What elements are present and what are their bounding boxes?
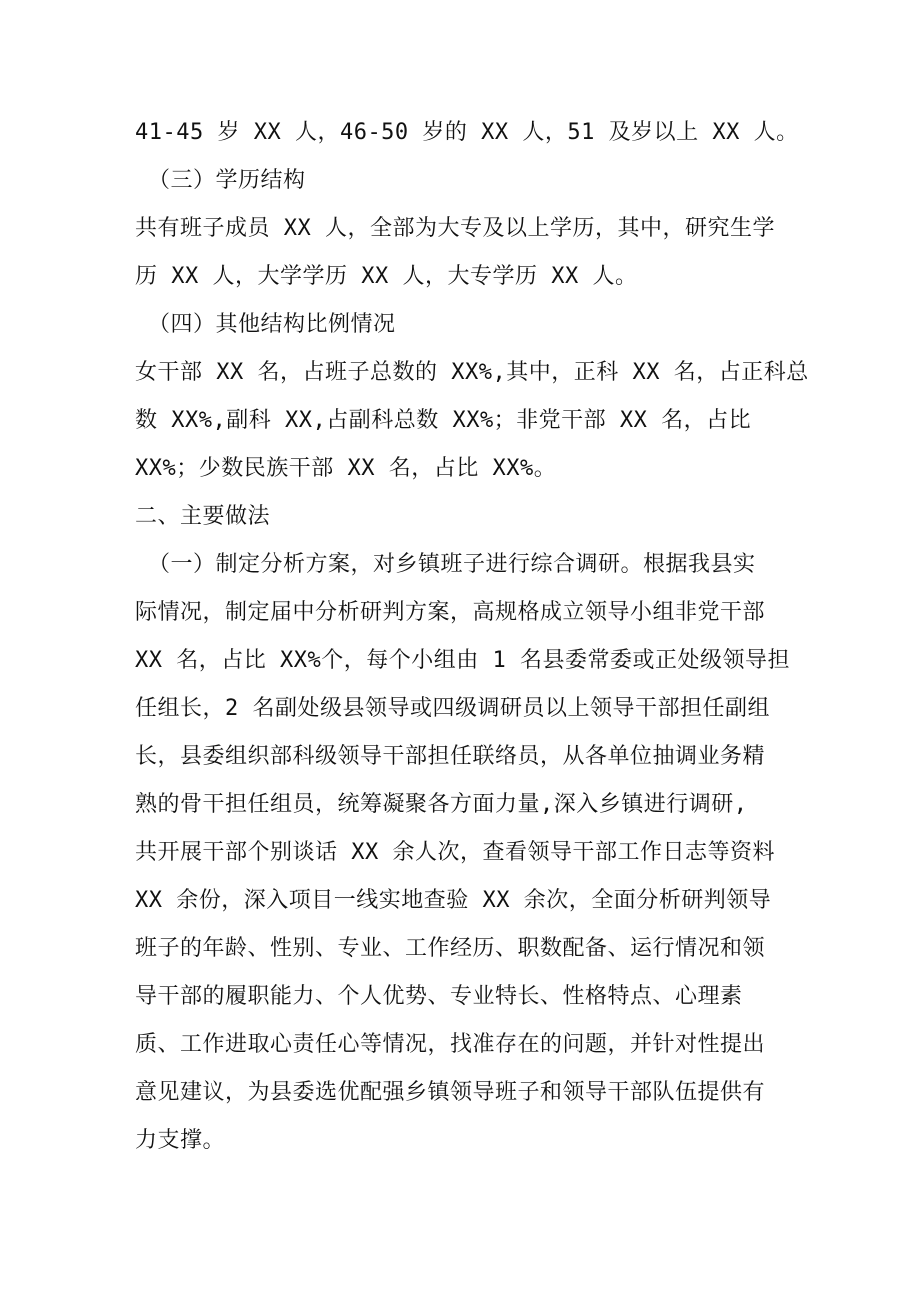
text-line-16: 共开展干部个别谈话 XX 余人次，查看领导干部工作日志等资料 xyxy=(135,840,775,865)
text-line-19: 导干部的履职能力、个人优势、专业特长、性格特点、心理素 xyxy=(135,984,743,1009)
text-line-12: XX 名，占比 XX%个，每个小组由 1 名县委常委或正处级领导担 xyxy=(135,648,790,673)
text-line-11: 际情况，制定届中分析研判方案，高规格成立领导小组非党干部 xyxy=(135,600,766,625)
section-heading-main-practices: 二、主要做法 xyxy=(135,504,271,529)
text-line-22: 力支撑。 xyxy=(135,1128,226,1153)
text-line-4: 历 XX 人，大学学历 XX 人，大专学历 XX 人。 xyxy=(135,264,638,289)
text-line-13: 任组长，2 名副处级县领导或四级调研员以上领导干部担任副组 xyxy=(135,696,770,721)
text-line-3: 共有班子成员 XX 人，全部为大专及以上学历，其中，研究生学 xyxy=(135,216,775,241)
text-line-6: 女干部 XX 名，占班子总数的 XX%,其中，正科 XX 名，占正科总 xyxy=(135,360,809,385)
section-heading-education: （三）学历结构 xyxy=(148,168,306,193)
text-line-21: 意见建议，为县委选优配强乡镇领导班子和领导干部队伍提供有 xyxy=(135,1080,766,1105)
text-line-15: 熟的骨干担任组员，统筹凝聚各方面力量,深入乡镇进行调研, xyxy=(135,792,748,817)
section-heading-other-structure: （四）其他结构比例情况 xyxy=(148,312,396,337)
text-line-20: 质、工作进取心责任心等情况，找准存在的问题，并针对性提出 xyxy=(135,1032,766,1057)
text-line-10: （一）制定分析方案，对乡镇班子进行综合调研。根据我县实 xyxy=(148,552,756,577)
text-line-7: 数 XX%,副科 XX,占副科总数 XX%；非党干部 XX 名，占比 xyxy=(135,408,752,433)
text-line-14: 长，县委组织部科级领导干部担任联络员，从各单位抽调业务精 xyxy=(135,744,766,769)
text-line-17: XX 余份，深入项目一线实地查验 XX 余次，全面分析研判领导 xyxy=(135,888,772,913)
text-line-8: XX%；少数民族干部 XX 名，占比 XX%。 xyxy=(135,456,557,481)
text-line-18: 班子的年龄、性别、专业、工作经历、职数配备、运行情况和领 xyxy=(135,936,766,961)
text-line-1: 41-45 岁 XX 人，46-50 岁的 XX 人，51 及岁以上 XX 人。 xyxy=(135,120,799,145)
